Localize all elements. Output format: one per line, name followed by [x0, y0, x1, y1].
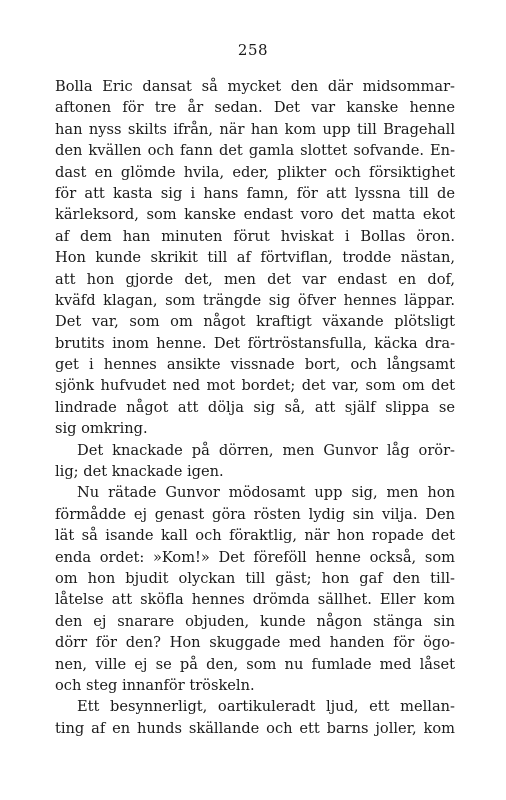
- text-line: den ej snarare objuden, kunde någon stänga sin: [55, 612, 455, 630]
- text-line: dörr för den? Hon skuggade med handen för ögo-: [55, 634, 455, 652]
- text-line: Hon kunde skrikit till af förtviflan, trodde nästan,: [55, 249, 455, 267]
- text-line: att hon gjorde det, men det var endast en dof,: [55, 270, 455, 288]
- text-line: get i hennes ansikte vissnade bort, och långsamt: [55, 356, 455, 374]
- text-line: aftonen för tre år sedan. Det var kanske henne: [55, 99, 455, 117]
- text-line: lät så isande kall och föraktlig, när hon ropade det: [55, 527, 455, 545]
- text-line: brutits inom henne. Det förtröstansfulla, käcka dra-: [55, 334, 455, 352]
- text-line: dast en glömde hvila, eder, plikter och försiktighet: [55, 163, 455, 181]
- text-line: han nyss skilts ifrån, när han kom upp till Bragehall: [55, 120, 455, 138]
- text-line: sig omkring.: [55, 420, 148, 438]
- text-line: den kvällen och fann det gamla slottet sofvande. En-: [55, 142, 455, 160]
- text-line: Nu rätade Gunvor mödosamt upp sig, men hon: [77, 484, 455, 502]
- text-line: och steg innanför tröskeln.: [55, 676, 255, 694]
- text-line: Det var, som om något kraftigt växande plötsligt: [55, 313, 455, 331]
- text-line: lindrade något att dölja sig så, att själf slippa se: [55, 398, 455, 416]
- text-line: ting af en hunds skällande och ett barns joller, kom: [55, 719, 455, 737]
- text-line: för att kasta sig i hans famn, för att lyssna till de: [55, 184, 455, 202]
- text-line: Det knackade på dörren, men Gunvor låg orör-: [77, 441, 455, 459]
- text-line: om hon bjudit olyckan till gäst; hon gaf den till-: [55, 569, 455, 587]
- body-text: [55, 76, 455, 739]
- text-line: sjönk hufvudet ned mot bordet; det var, som om det: [55, 377, 455, 395]
- text-line: låtelse att sköfla hennes drömda sällhet. Eller kom: [55, 591, 455, 609]
- text-line: nen, ville ej se på den, som nu fumlade med låset: [55, 655, 455, 673]
- page-number: 258: [237, 41, 269, 59]
- text-line: lig; det knackade igen.: [55, 463, 224, 481]
- text-line: Ett besynnerligt, oartikuleradt ljud, ett mellan-: [77, 698, 455, 716]
- text-line: Bolla Eric dansat så mycket den där midsommar-: [55, 78, 455, 95]
- text-line: förmådde ej genast göra rösten lydig sin vilja. Den: [55, 505, 455, 523]
- text-line: enda ordet: »Kom!» Det föreföll henne också, som: [55, 548, 455, 566]
- text-line: af dem han minuten förut hviskat i Bollas öron.: [55, 227, 455, 245]
- text-line: kväfd klagan, som trängde sig öfver hennes läppar.: [55, 291, 455, 309]
- text-line: kärleksord, som kanske endast voro det matta ekot: [55, 206, 455, 224]
